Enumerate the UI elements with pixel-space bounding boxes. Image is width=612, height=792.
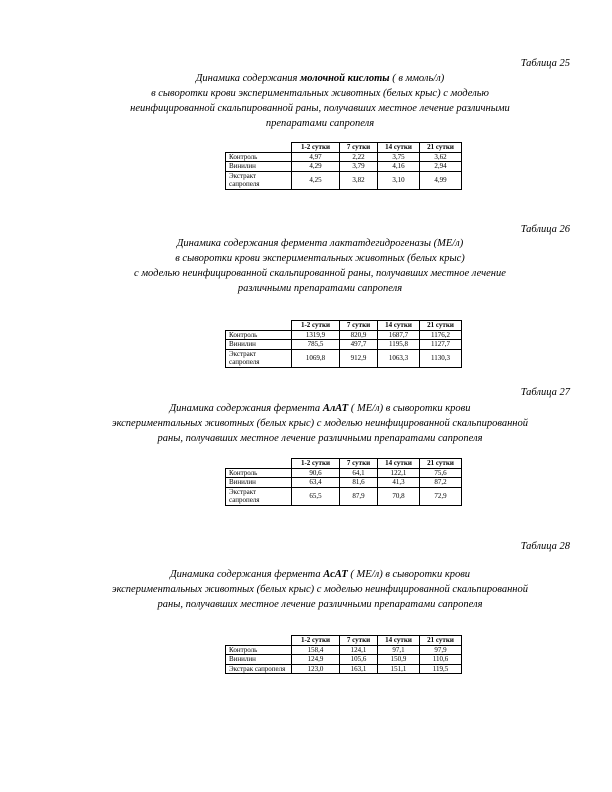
table-cell: 912,9 [340, 349, 378, 367]
table-26-number: Таблица 26 [520, 224, 570, 235]
column-header: 14 сутки [378, 459, 420, 469]
table-cell: 41,3 [378, 478, 420, 488]
caption-line: Динамика содержания фермента АсАТ ( МЕ/л) в сыворотки крови [169, 569, 471, 580]
row-label: Контроль [226, 330, 292, 340]
table-header-row [226, 636, 462, 646]
table-cell: 70,8 [378, 487, 420, 505]
row-label: Контроль [226, 645, 292, 655]
table-cell: 4,99 [420, 171, 462, 189]
table-cell: 1127,7 [420, 340, 462, 350]
table-cell: 2,94 [420, 162, 462, 172]
table-cell: 158,4 [292, 645, 340, 655]
caption-line: с моделью неинфицированной скальпированной раны, получавших местное лечение [134, 268, 506, 279]
column-header: 1-2 сутки [292, 321, 340, 331]
caption-line: раны, получавших местное лечение различными препаратами сапропеля [157, 599, 483, 610]
table-cell: 1319,9 [292, 330, 340, 340]
table-28-caption [70, 567, 570, 612]
row-label: Экстракт сапропеля [226, 487, 292, 505]
table-row [226, 349, 462, 367]
table-27-caption [70, 401, 570, 446]
table-cell: 124,1 [340, 645, 378, 655]
table-cell: 64,1 [340, 468, 378, 478]
column-header: 7 сутки [340, 636, 378, 646]
data-table-28 [225, 635, 462, 674]
table-cell: 75,6 [420, 468, 462, 478]
table-row [226, 468, 462, 478]
table-cell: 4,16 [378, 162, 420, 172]
table-cell: 122,1 [378, 468, 420, 478]
table-cell: 1069,8 [292, 349, 340, 367]
table-cell: 151,1 [378, 664, 420, 674]
caption-line: экспериментальных животных (белых крыс) с моделью неинфицированной скальпированной [112, 584, 528, 595]
table-cell: 119,5 [420, 664, 462, 674]
column-header: 21 сутки [420, 143, 462, 153]
row-label: Контроль [226, 152, 292, 162]
column-header: 21 сутки [420, 459, 462, 469]
table-cell: 87,9 [340, 487, 378, 505]
column-header: 1-2 сутки [292, 636, 340, 646]
table-cell: 124,9 [292, 655, 340, 665]
row-label: Винилин [226, 340, 292, 350]
row-label: Экстрак сапропеля [226, 664, 292, 674]
table-cell: 105,6 [340, 655, 378, 665]
table-cell: 97,1 [378, 645, 420, 655]
table-cell: 150,9 [378, 655, 420, 665]
table-cell: 97,9 [420, 645, 462, 655]
column-header: 21 сутки [420, 636, 462, 646]
table-cell: 3,10 [378, 171, 420, 189]
column-header: 14 сутки [378, 321, 420, 331]
table-cell: 72,9 [420, 487, 462, 505]
table-cell: 81,6 [340, 478, 378, 488]
table-27-number: Таблица 27 [520, 387, 570, 398]
table-cell: 4,25 [292, 171, 340, 189]
table-25-number: Таблица 25 [520, 58, 570, 69]
table-25-caption [70, 71, 570, 131]
table-cell: 63,4 [292, 478, 340, 488]
column-header: 14 сутки [378, 636, 420, 646]
data-table-27 [225, 458, 462, 506]
table-row [226, 478, 462, 488]
table-cell: 123,0 [292, 664, 340, 674]
table-cell: 1687,7 [378, 330, 420, 340]
column-header: 7 сутки [340, 459, 378, 469]
column-header: 1-2 сутки [292, 459, 340, 469]
table-cell: 87,2 [420, 478, 462, 488]
table-cell: 3,75 [378, 152, 420, 162]
table-28-number: Таблица 28 [520, 541, 570, 552]
caption-line: препаратами сапропеля [265, 118, 375, 129]
table-cell: 1130,3 [420, 349, 462, 367]
row-label: Экстракт сапропеля [226, 349, 292, 367]
caption-line: неинфицированной скальпированной раны, получавших местное лечение различными [130, 103, 510, 114]
table-cell: 3,62 [420, 152, 462, 162]
table-row [226, 645, 462, 655]
table-cell: 3,82 [340, 171, 378, 189]
table-cell: 163,1 [340, 664, 378, 674]
column-header: 7 сутки [340, 321, 378, 331]
table-row [226, 330, 462, 340]
table-row [226, 340, 462, 350]
table-header-row [226, 459, 462, 469]
row-label: Контроль [226, 468, 292, 478]
table-row [226, 171, 462, 189]
table-header-row [226, 143, 462, 153]
table-header-row [226, 321, 462, 331]
caption-line: Динамика содержания фермента АлАТ ( МЕ/л) в сыворотки крови [169, 403, 471, 414]
table-cell: 1176,2 [420, 330, 462, 340]
table-cell: 497,7 [340, 340, 378, 350]
table-cell: 4,29 [292, 162, 340, 172]
caption-line: в сыворотки крови экспериментальных животных (белых крыс) [175, 253, 465, 264]
table-cell: 4,97 [292, 152, 340, 162]
column-header: 7 сутки [340, 143, 378, 153]
caption-line: экспериментальных животных (белых крыс) с моделью неинфицированной скальпированной [112, 418, 528, 429]
table-cell: 65,5 [292, 487, 340, 505]
table-row [226, 664, 462, 674]
table-26-caption [70, 236, 570, 296]
column-header: 14 сутки [378, 143, 420, 153]
caption-line: различными препаратами сапропеля [237, 283, 403, 294]
table-cell: 1195,8 [378, 340, 420, 350]
row-label: Экстракт сапропеля [226, 171, 292, 189]
table-cell: 820,9 [340, 330, 378, 340]
table-cell: 785,5 [292, 340, 340, 350]
table-cell: 2,22 [340, 152, 378, 162]
table-row [226, 152, 462, 162]
table-cell: 110,6 [420, 655, 462, 665]
data-table-26 [225, 320, 462, 368]
table-cell: 3,79 [340, 162, 378, 172]
table-row [226, 487, 462, 505]
table-cell: 1063,3 [378, 349, 420, 367]
table-cell: 90,6 [292, 468, 340, 478]
table-row [226, 655, 462, 665]
column-header: 1-2 сутки [292, 143, 340, 153]
caption-line: Динамика содержания молочной кислоты ( в ммоль/л) [195, 73, 445, 84]
row-label: Винилин [226, 478, 292, 488]
data-table-25 [225, 142, 462, 190]
column-header: 21 сутки [420, 321, 462, 331]
caption-line: раны, получавших местное лечение различными препаратами сапропеля [157, 433, 483, 444]
table-row [226, 162, 462, 172]
caption-line: Динамика содержания фермента лактатдегидрогеназы (МЕ/л) [176, 238, 464, 249]
row-label: Винилин [226, 655, 292, 665]
row-label: Винилин [226, 162, 292, 172]
caption-line: в сыворотки крови экспериментальных животных (белых крыс) с моделью [151, 88, 489, 99]
